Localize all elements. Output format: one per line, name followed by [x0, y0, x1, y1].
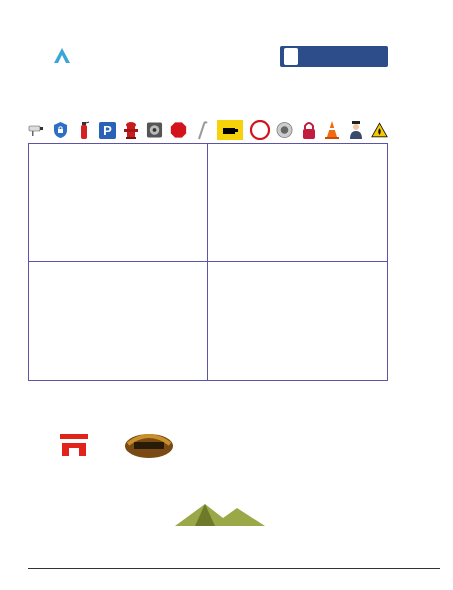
stop-sign-icon [170, 120, 187, 140]
icon-strip-bottom [28, 381, 388, 409]
fire-warning-icon [371, 120, 388, 140]
speaker-icon [276, 120, 293, 140]
apia-logo [52, 46, 122, 70]
security-guard-icon [347, 120, 364, 140]
safe-icon [146, 120, 163, 140]
shield-lock-icon [52, 120, 69, 140]
grupo-tapia-logo [48, 432, 100, 468]
speed-limit-icon [250, 120, 270, 140]
asebape-logo [165, 500, 295, 560]
padlock-icon [300, 120, 317, 140]
apia-logo-icon [52, 46, 72, 66]
crespro-logo [120, 428, 178, 468]
fire-extinguisher-icon [75, 120, 92, 140]
crespro-mark-icon [120, 428, 178, 460]
asebape-mountain-icon [165, 500, 295, 528]
camera-sign-icon [217, 120, 243, 140]
icon-strip-top [28, 116, 388, 144]
svg-text:P: P [103, 122, 112, 138]
crowbar-icon [193, 120, 210, 140]
parking-icon [99, 120, 116, 140]
cctv-camera-icon [28, 120, 45, 140]
grid-divider-horizontal [28, 261, 388, 262]
facebook-icon [284, 48, 298, 65]
grid-divider-vertical [207, 143, 208, 381]
fire-hydrant-icon [123, 120, 140, 140]
sections-grid [28, 143, 388, 381]
traffic-cone-icon [324, 120, 341, 140]
footer-divider [28, 568, 440, 569]
tapia-mark-icon [48, 432, 100, 458]
facebook-follow-button[interactable] [280, 46, 388, 67]
